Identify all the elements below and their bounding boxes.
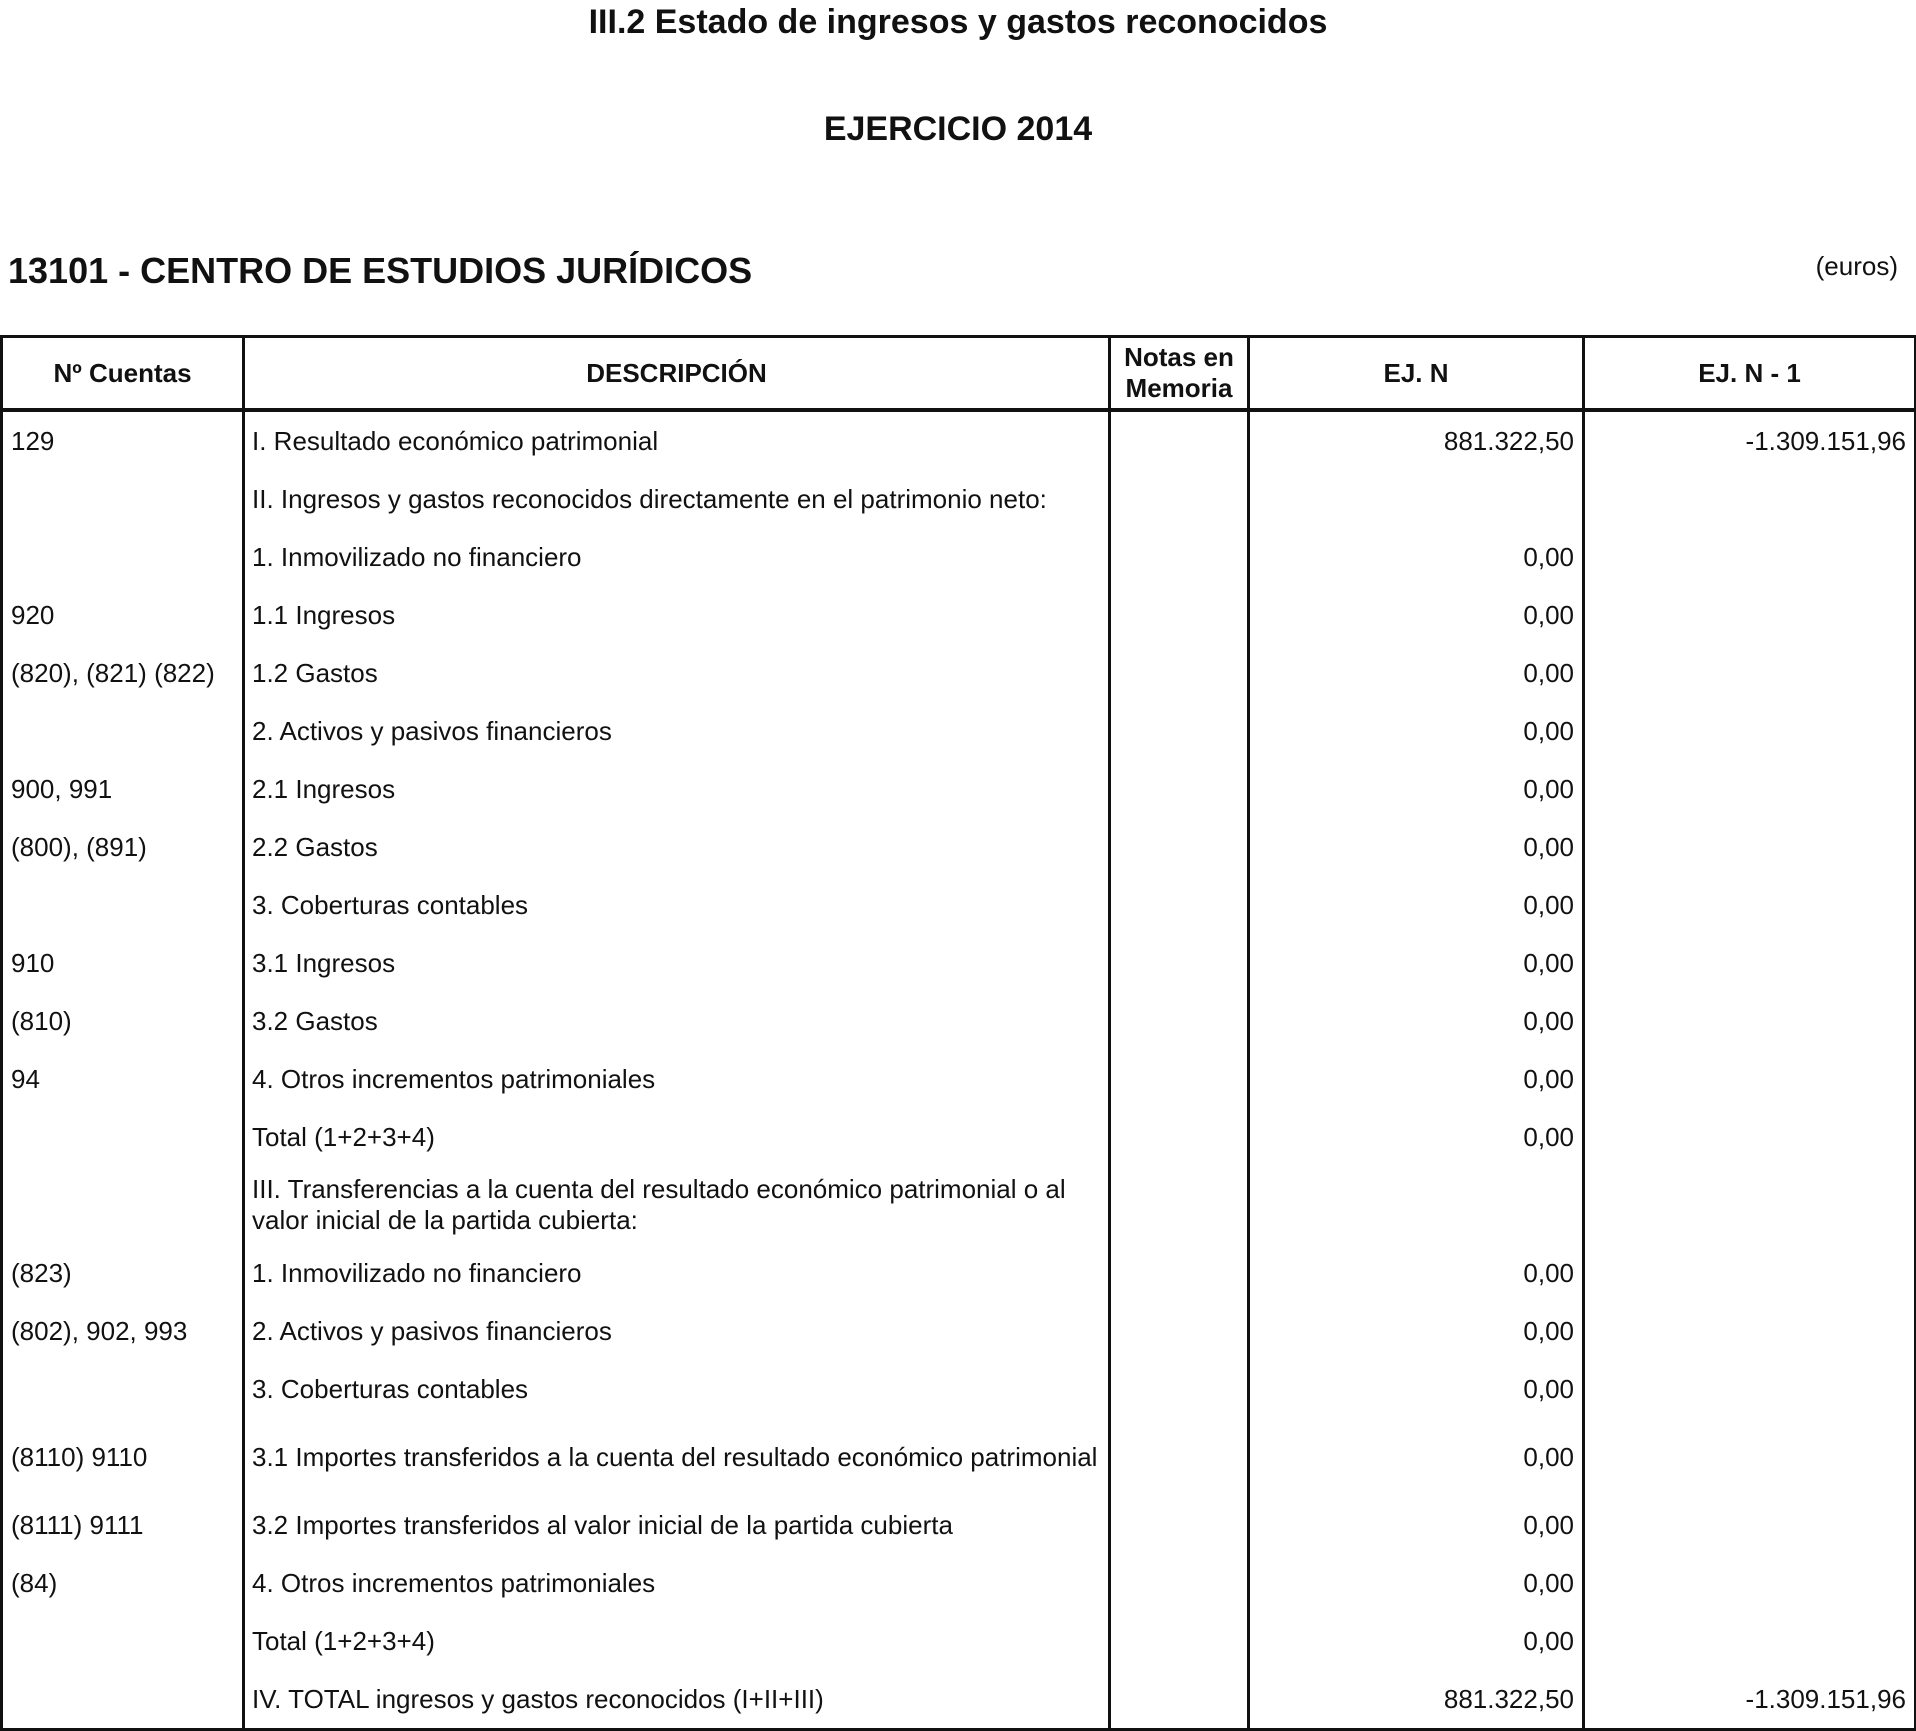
amount-current-cell: 0,00 bbox=[1249, 1050, 1584, 1108]
notes-cell bbox=[1110, 702, 1249, 760]
amount-previous-cell bbox=[1584, 586, 1916, 644]
description-cell: 1.2 Gastos bbox=[244, 644, 1110, 702]
description-cell: 3.2 Importes transferidos al valor inicial de la partida cubierta bbox=[244, 1496, 1110, 1554]
amount-previous-cell bbox=[1584, 1360, 1916, 1418]
table-row bbox=[2, 528, 1916, 586]
table-row bbox=[2, 1496, 1916, 1554]
table-row bbox=[2, 1166, 1916, 1244]
table-row bbox=[2, 934, 1916, 992]
amount-current-cell: 0,00 bbox=[1249, 1418, 1584, 1496]
table-row bbox=[2, 818, 1916, 876]
amount-previous-cell bbox=[1584, 1554, 1916, 1612]
account-cell bbox=[2, 528, 244, 586]
income-expense-table bbox=[0, 335, 1916, 1731]
amount-previous-cell bbox=[1584, 1418, 1916, 1496]
amount-previous-cell bbox=[1584, 644, 1916, 702]
column-header-ej-n1: EJ. N - 1 bbox=[1584, 337, 1916, 411]
notes-cell bbox=[1110, 1670, 1249, 1730]
description-cell: III. Transferencias a la cuenta del resultado económico patrimonial o al valor inicial de la partida cubierta: bbox=[244, 1166, 1110, 1244]
amount-current-cell: 0,00 bbox=[1249, 818, 1584, 876]
table-row bbox=[2, 1418, 1916, 1496]
table-row bbox=[2, 702, 1916, 760]
notes-cell bbox=[1110, 1360, 1249, 1418]
account-cell: 900, 991 bbox=[2, 760, 244, 818]
account-cell bbox=[2, 1612, 244, 1670]
table-row bbox=[2, 1244, 1916, 1302]
amount-previous-cell bbox=[1584, 1244, 1916, 1302]
column-header-cuentas: Nº Cuentas bbox=[2, 337, 244, 411]
amount-previous-cell bbox=[1584, 528, 1916, 586]
description-cell: 4. Otros incrementos patrimoniales bbox=[244, 1554, 1110, 1612]
description-cell: Total (1+2+3+4) bbox=[244, 1612, 1110, 1670]
notes-cell bbox=[1110, 1496, 1249, 1554]
account-cell: (823) bbox=[2, 1244, 244, 1302]
column-header-descripcion: DESCRIPCIÓN bbox=[244, 337, 1110, 411]
amount-previous-cell bbox=[1584, 1612, 1916, 1670]
amount-current-cell: 0,00 bbox=[1249, 1244, 1584, 1302]
description-cell: 1.1 Ingresos bbox=[244, 586, 1110, 644]
account-cell: (820), (821) (822) bbox=[2, 644, 244, 702]
notes-cell bbox=[1110, 876, 1249, 934]
amount-current-cell: 0,00 bbox=[1249, 1612, 1584, 1670]
account-cell: 129 bbox=[2, 410, 244, 470]
amount-current-cell: 0,00 bbox=[1249, 1302, 1584, 1360]
description-cell: 4. Otros incrementos patrimoniales bbox=[244, 1050, 1110, 1108]
table-row bbox=[2, 760, 1916, 818]
description-cell: 1. Inmovilizado no financiero bbox=[244, 528, 1110, 586]
table-row bbox=[2, 992, 1916, 1050]
amount-current-cell: 0,00 bbox=[1249, 644, 1584, 702]
notes-cell bbox=[1110, 818, 1249, 876]
notes-cell bbox=[1110, 934, 1249, 992]
description-cell: I. Resultado económico patrimonial bbox=[244, 410, 1110, 470]
notes-cell bbox=[1110, 1244, 1249, 1302]
account-cell: (800), (891) bbox=[2, 818, 244, 876]
amount-current-cell: 0,00 bbox=[1249, 1360, 1584, 1418]
account-cell bbox=[2, 1360, 244, 1418]
table-row bbox=[2, 1302, 1916, 1360]
amount-current-cell: 0,00 bbox=[1249, 1554, 1584, 1612]
table-row bbox=[2, 1612, 1916, 1670]
amount-current-cell: 0,00 bbox=[1249, 702, 1584, 760]
amount-previous-cell bbox=[1584, 992, 1916, 1050]
notes-cell bbox=[1110, 1108, 1249, 1166]
table-row bbox=[2, 1360, 1916, 1418]
account-cell: 920 bbox=[2, 586, 244, 644]
amount-previous-cell bbox=[1584, 818, 1916, 876]
notes-cell bbox=[1110, 470, 1249, 528]
amount-previous-cell bbox=[1584, 1302, 1916, 1360]
description-cell: 2. Activos y pasivos financieros bbox=[244, 1302, 1110, 1360]
table-row bbox=[2, 1554, 1916, 1612]
notes-cell bbox=[1110, 1612, 1249, 1670]
account-cell bbox=[2, 1108, 244, 1166]
entity-heading: 13101 - CENTRO DE ESTUDIOS JURÍDICOS bbox=[8, 250, 753, 291]
amount-previous-cell bbox=[1584, 934, 1916, 992]
notes-cell bbox=[1110, 1166, 1249, 1244]
amount-current-cell: 0,00 bbox=[1249, 1496, 1584, 1554]
amount-previous-cell bbox=[1584, 876, 1916, 934]
account-cell bbox=[2, 876, 244, 934]
account-cell: 910 bbox=[2, 934, 244, 992]
column-header-ej-n: EJ. N bbox=[1249, 337, 1584, 411]
notes-cell bbox=[1110, 1302, 1249, 1360]
notes-cell bbox=[1110, 528, 1249, 586]
table-row bbox=[2, 876, 1916, 934]
column-header-notas: Notas en Memoria bbox=[1110, 337, 1249, 411]
account-cell bbox=[2, 470, 244, 528]
description-cell: IV. TOTAL ingresos y gastos reconocidos (I+II+III) bbox=[244, 1670, 1110, 1730]
description-cell: 3.1 Ingresos bbox=[244, 934, 1110, 992]
notes-cell bbox=[1110, 410, 1249, 470]
notes-cell bbox=[1110, 1050, 1249, 1108]
account-cell: (8110) 9110 bbox=[2, 1418, 244, 1496]
table-row bbox=[2, 586, 1916, 644]
account-cell: (810) bbox=[2, 992, 244, 1050]
description-cell: 3. Coberturas contables bbox=[244, 876, 1110, 934]
notes-cell bbox=[1110, 644, 1249, 702]
account-cell: (84) bbox=[2, 1554, 244, 1612]
amount-current-cell: 0,00 bbox=[1249, 934, 1584, 992]
amount-previous-cell: -1.309.151,96 bbox=[1584, 410, 1916, 470]
notes-cell bbox=[1110, 586, 1249, 644]
notes-cell bbox=[1110, 992, 1249, 1050]
description-cell: 3.2 Gastos bbox=[244, 992, 1110, 1050]
table-row bbox=[2, 1108, 1916, 1166]
table-row bbox=[2, 410, 1916, 470]
currency-unit-label: (euros) bbox=[1815, 251, 1898, 281]
table-row bbox=[2, 1670, 1916, 1730]
description-cell: II. Ingresos y gastos reconocidos directamente en el patrimonio neto: bbox=[244, 470, 1110, 528]
amount-current-cell: 0,00 bbox=[1249, 528, 1584, 586]
account-cell: 94 bbox=[2, 1050, 244, 1108]
amount-current-cell bbox=[1249, 470, 1584, 528]
fiscal-year-heading: EJERCICIO 2014 bbox=[823, 110, 1093, 148]
description-cell: 2.2 Gastos bbox=[244, 818, 1110, 876]
notes-cell bbox=[1110, 1418, 1249, 1496]
amount-current-cell: 0,00 bbox=[1249, 992, 1584, 1050]
amount-previous-cell bbox=[1584, 1496, 1916, 1554]
account-cell bbox=[2, 1166, 244, 1244]
account-cell: (8111) 9111 bbox=[2, 1496, 244, 1554]
amount-previous-cell bbox=[1584, 470, 1916, 528]
description-cell: 3. Coberturas contables bbox=[244, 1360, 1110, 1418]
amount-current-cell: 0,00 bbox=[1249, 876, 1584, 934]
description-cell: 3.1 Importes transferidos a la cuenta del resultado económico patrimonial bbox=[244, 1418, 1110, 1496]
account-cell bbox=[2, 1670, 244, 1730]
table-row bbox=[2, 1050, 1916, 1108]
account-cell: (802), 902, 993 bbox=[2, 1302, 244, 1360]
amount-previous-cell bbox=[1584, 1166, 1916, 1244]
description-cell: 1. Inmovilizado no financiero bbox=[244, 1244, 1110, 1302]
amount-previous-cell: -1.309.151,96 bbox=[1584, 1670, 1916, 1730]
notes-cell bbox=[1110, 760, 1249, 818]
page-title: III.2 Estado de ingresos y gastos reconocidos bbox=[588, 3, 1328, 41]
amount-current-cell: 0,00 bbox=[1249, 760, 1584, 818]
amount-current-cell: 0,00 bbox=[1249, 1108, 1584, 1166]
amount-current-cell bbox=[1249, 1166, 1584, 1244]
amount-current-cell: 0,00 bbox=[1249, 586, 1584, 644]
account-cell bbox=[2, 702, 244, 760]
table-header-row bbox=[2, 337, 1916, 411]
description-cell: 2. Activos y pasivos financieros bbox=[244, 702, 1110, 760]
notes-cell bbox=[1110, 1554, 1249, 1612]
table-body bbox=[2, 410, 1916, 1730]
table-row bbox=[2, 644, 1916, 702]
description-cell: Total (1+2+3+4) bbox=[244, 1108, 1110, 1166]
amount-current-cell: 881.322,50 bbox=[1249, 410, 1584, 470]
table-row bbox=[2, 470, 1916, 528]
amount-current-cell: 881.322,50 bbox=[1249, 1670, 1584, 1730]
amount-previous-cell bbox=[1584, 760, 1916, 818]
amount-previous-cell bbox=[1584, 1050, 1916, 1108]
amount-previous-cell bbox=[1584, 702, 1916, 760]
description-cell: 2.1 Ingresos bbox=[244, 760, 1110, 818]
amount-previous-cell bbox=[1584, 1108, 1916, 1166]
